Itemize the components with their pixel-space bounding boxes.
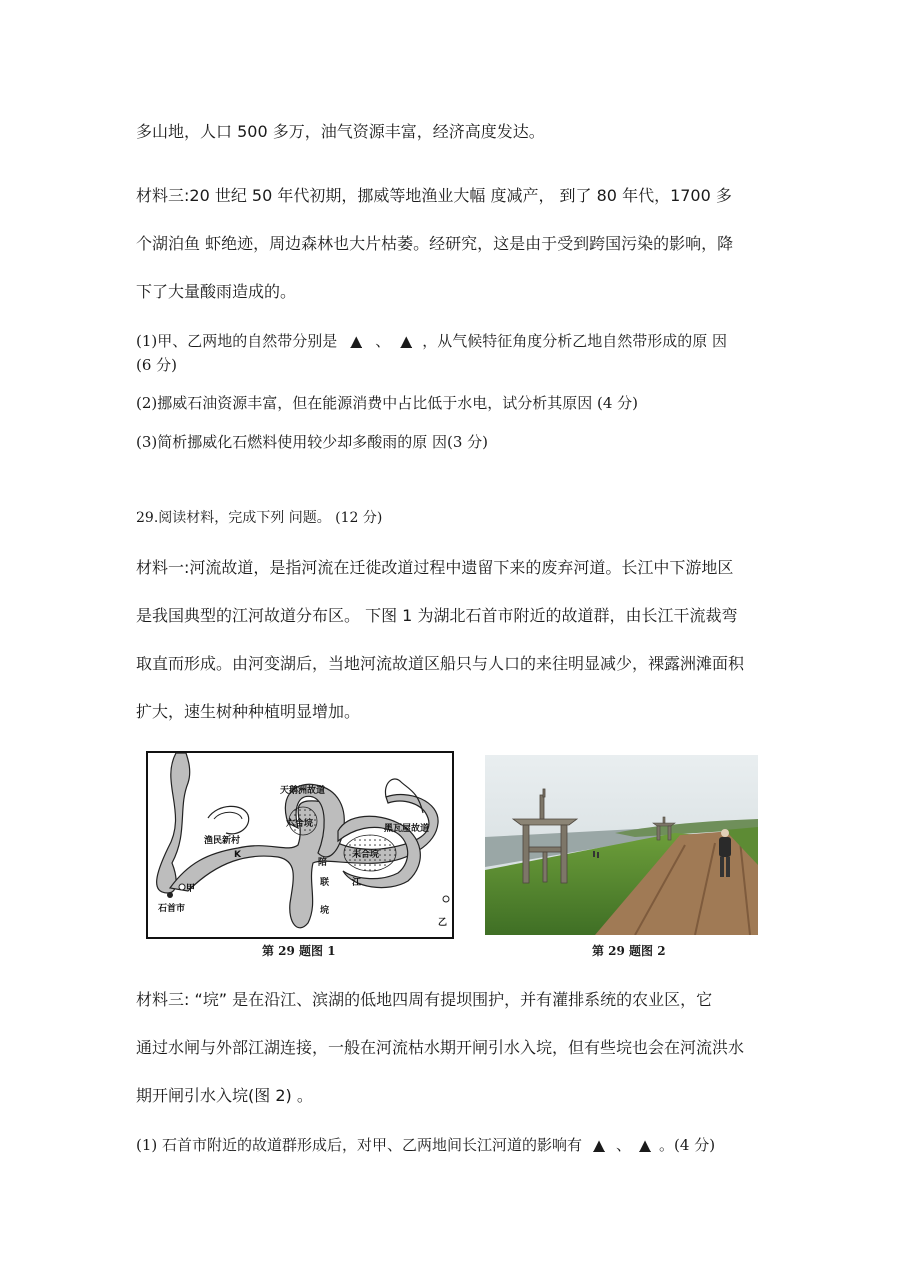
- q29-material1-line2: 是我国典型的江河故道分布区。 下图 1 为湖北石首市附近的故道群，由长江干流裁弯: [136, 606, 738, 625]
- label-yumin: 渔民新村: [204, 836, 241, 846]
- label-jiang: 江: [352, 878, 362, 888]
- q29-question-1: (1) 石首市附近的故道群形成后，对甲、乙两地间长江河道的影响有 ▲ 、 ▲ 。(4 分): [136, 1136, 716, 1154]
- question-29-title: 29.阅读材料，完成下列 问题。 (12 分): [136, 510, 383, 526]
- label-shishou: 石首市: [158, 904, 186, 914]
- label-yi: 乙: [438, 918, 448, 928]
- answer-blank-1[interactable]: ▲: [350, 332, 363, 350]
- material3-line1: 材料三:20 世纪 50 年代初期，挪威等地渔业大幅 度减产， 到了 80 年代，1700 多: [136, 186, 732, 205]
- yi-point: [443, 896, 449, 902]
- question-2: (2)挪威石油资源丰富，但在能源消费中占比低于水电，试分析其原因 (4 分): [136, 394, 639, 412]
- material3-line2: 个湖泊鱼 虾绝迹，周边森林也大片枯萎。经研究，这是由于受到跨国污染的影响，降: [136, 234, 734, 253]
- label-zhong: 垸: [320, 906, 330, 916]
- question-1: (1)甲、乙两地的自然带分别是 ▲ 、 ▲ ，从气候特征角度分析乙地自然带形成的原 因: [136, 332, 728, 350]
- material3-line3: 下了大量酸雨造成的。: [136, 282, 297, 301]
- label-k: K: [234, 850, 241, 860]
- label-tianezhou: 天鹅洲故道: [280, 786, 326, 796]
- answer-blank-2[interactable]: ▲: [400, 332, 413, 350]
- label-pei: 陪: [318, 858, 328, 868]
- figure-2-photo: [485, 755, 758, 935]
- yumin-loop: [208, 806, 249, 834]
- yumin-loop-inner: [214, 812, 242, 819]
- q29-answer-blank-2[interactable]: ▲: [639, 1136, 651, 1154]
- photo-svg: [485, 755, 758, 935]
- question-3: (3)简析挪威化石燃料使用较少却多酸雨的原 因(3 分): [136, 433, 489, 451]
- material2-continuation: 多山地，人口 500 多万，油气资源丰富，经济高度发达。: [136, 122, 545, 141]
- q29-material1-line1: 材料一:河流故道，是指河流在迁徙改道过程中遗留下来的废弃河道。长江中下游地区: [136, 558, 734, 577]
- q29-material3-line3: 期开闸引水入垸(图 2) 。: [136, 1086, 313, 1105]
- figure-1-caption: 第 29 题图 1: [262, 944, 336, 958]
- q29-material1-line3: 取直而形成。由河变湖后，当地河流故道区船只与人口的来往明显减少，裸露洲滩面积: [136, 654, 745, 673]
- shishou-point: [167, 892, 173, 898]
- label-liuheyuan: 六合垸: [286, 819, 314, 829]
- question-1-score: (6 分): [136, 356, 178, 374]
- q29-answer-blank-1[interactable]: ▲: [593, 1136, 605, 1154]
- jia-point: [179, 884, 185, 890]
- figure-2-caption: 第 29 题图 2: [592, 944, 666, 958]
- map-svg: [148, 753, 452, 937]
- figure-1-map: [146, 751, 454, 939]
- label-lian: 联: [320, 878, 330, 888]
- label-guanzhou: 黑瓦屋故道: [384, 824, 430, 834]
- label-jia: 甲: [186, 884, 196, 894]
- label-weihe: 未合垸: [352, 850, 380, 860]
- q29-material1-line4: 扩大，速生树种种植明显增加。: [136, 702, 361, 721]
- q29-material3-line1: 材料三: “垸” 是在沿江、滨湖的低地四周有提坝围护，并有灌排系统的农业区，它: [136, 990, 713, 1009]
- q29-material3-line2: 通过水闸与外部江湖连接，一般在河流枯水期开闸引水入垸，但有些垸也会在河流洪水: [136, 1038, 745, 1057]
